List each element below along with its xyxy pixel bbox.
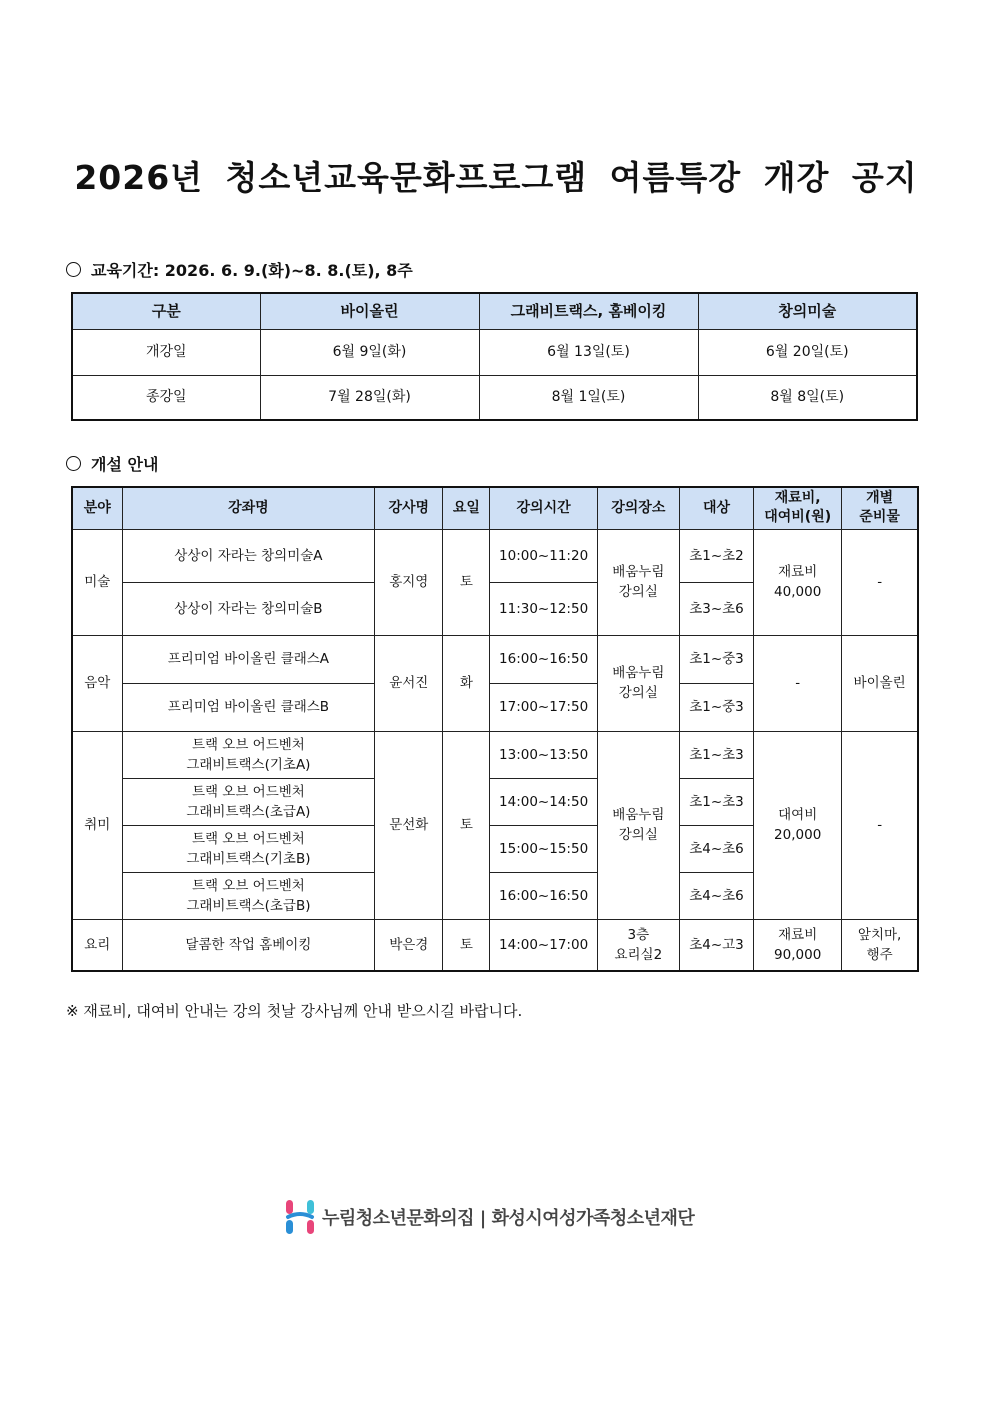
place-cell: 배움누림 강의실 xyxy=(597,635,679,731)
schedule-table xyxy=(71,292,918,421)
table-row xyxy=(72,919,918,971)
time-cell: 17:00~17:50 xyxy=(490,683,597,731)
time-cell: 16:00~16:50 xyxy=(490,635,597,683)
fee-cell: 대여비 20,000 xyxy=(754,731,842,919)
target-cell: 초1~중3 xyxy=(679,635,753,683)
fee-cell: 재료비 90,000 xyxy=(754,919,842,971)
day-cell: 화 xyxy=(443,635,490,731)
field-cell: 요리 xyxy=(72,919,122,971)
table-cell: 6월 20일(토) xyxy=(698,329,917,375)
time-cell: 15:00~15:50 xyxy=(490,825,597,872)
prep-cell: 바이올린 xyxy=(842,635,918,731)
day-cell: 토 xyxy=(443,731,490,919)
notice-text: ※ 재료비, 대여비 안내는 강의 첫날 강사님께 안내 받으시길 바랍니다. xyxy=(66,1002,523,1020)
footer-logo xyxy=(284,1198,694,1236)
time-cell: 14:00~17:00 xyxy=(490,919,597,971)
place-cell: 배움누림 강의실 xyxy=(597,731,679,919)
field-cell: 취미 xyxy=(72,731,122,919)
day-cell: 토 xyxy=(443,529,490,635)
table-cell: 종강일 xyxy=(72,375,260,420)
circle-bullet-icon xyxy=(66,262,81,277)
prep-cell: 앞치마, 행주 xyxy=(842,919,918,971)
table-cell: 개강일 xyxy=(72,329,260,375)
table-cell: 6월 13일(토) xyxy=(479,329,698,375)
header-course: 강좌명 xyxy=(122,487,375,529)
teacher-cell: 박은경 xyxy=(375,919,443,971)
course-name: 상상이 자라는 창의미술B xyxy=(122,582,375,635)
target-cell: 초1~초2 xyxy=(679,529,753,582)
section-courses xyxy=(66,452,158,475)
header-day: 요일 xyxy=(443,487,490,529)
time-cell: 16:00~16:50 xyxy=(490,872,597,919)
table-row xyxy=(72,329,917,375)
table-cell: 8월 1일(토) xyxy=(479,375,698,420)
table-row xyxy=(72,529,918,582)
circle-bullet-icon xyxy=(66,456,81,471)
course-name: 달콤한 작업 홈베이킹 xyxy=(122,919,375,971)
field-cell: 미술 xyxy=(72,529,122,635)
header-target: 대상 xyxy=(679,487,753,529)
schedule-header: 구분 xyxy=(72,293,260,329)
header-time: 강의시간 xyxy=(490,487,597,529)
course-name: 상상이 자라는 창의미술A xyxy=(122,529,375,582)
place-cell: 3층 요리실2 xyxy=(597,919,679,971)
fee-cell: - xyxy=(754,635,842,731)
header-fee: 재료비, 대여비(원) xyxy=(754,487,842,529)
teacher-cell: 문선화 xyxy=(375,731,443,919)
table-row xyxy=(72,375,917,420)
time-cell: 14:00~14:50 xyxy=(490,778,597,825)
schedule-header: 창의미술 xyxy=(698,293,917,329)
course-name: 트랙 오브 어드벤처 그래비트랙스(초급A) xyxy=(122,778,375,825)
course-name: 프리미엄 바이올린 클래스A xyxy=(122,635,375,683)
header-prep: 개별 준비물 xyxy=(842,487,918,529)
time-cell: 11:30~12:50 xyxy=(490,582,597,635)
target-cell: 초1~중3 xyxy=(679,683,753,731)
target-cell: 초3~초6 xyxy=(679,582,753,635)
courses-header-row xyxy=(72,487,918,529)
schedule-header: 바이올린 xyxy=(260,293,479,329)
schedule-header-row xyxy=(72,293,917,329)
place-cell: 배움누림 강의실 xyxy=(597,529,679,635)
page-title: 2026년 청소년교육문화프로그램 여름특강 개강 공지 xyxy=(74,158,918,197)
target-cell: 초4~초6 xyxy=(679,872,753,919)
table-row xyxy=(72,635,918,683)
section-title: 개설 안내 xyxy=(91,455,159,474)
header-field: 분야 xyxy=(72,487,122,529)
foundation-logo-icon xyxy=(284,1198,316,1236)
period-text: 교육기간: 2026. 6. 9.(화)~8. 8.(토), 8주 xyxy=(91,261,413,280)
day-cell: 토 xyxy=(443,919,490,971)
time-cell: 10:00~11:20 xyxy=(490,529,597,582)
table-cell: 8월 8일(토) xyxy=(698,375,917,420)
target-cell: 초4~초6 xyxy=(679,825,753,872)
table-row xyxy=(72,731,918,778)
schedule-header: 그래비트랙스, 홈베이킹 xyxy=(479,293,698,329)
header-place: 강의장소 xyxy=(597,487,679,529)
course-name: 트랙 오브 어드벤처 그래비트랙스(기초B) xyxy=(122,825,375,872)
section-period xyxy=(66,258,413,281)
footer-text: 누림청소년문화의집 | 화성시여성가족청소년재단 xyxy=(322,1208,695,1229)
target-cell: 초4~고3 xyxy=(679,919,753,971)
time-cell: 13:00~13:50 xyxy=(490,731,597,778)
teacher-cell: 윤서진 xyxy=(375,635,443,731)
field-cell: 음악 xyxy=(72,635,122,731)
fee-cell: 재료비 40,000 xyxy=(754,529,842,635)
prep-cell: - xyxy=(842,529,918,635)
course-name: 트랙 오브 어드벤처 그래비트랙스(기초A) xyxy=(122,731,375,778)
target-cell: 초1~초3 xyxy=(679,731,753,778)
table-cell: 6월 9일(화) xyxy=(260,329,479,375)
courses-table xyxy=(71,486,919,972)
course-name: 프리미엄 바이올린 클래스B xyxy=(122,683,375,731)
course-name: 트랙 오브 어드벤처 그래비트랙스(초급B) xyxy=(122,872,375,919)
header-teacher: 강사명 xyxy=(375,487,443,529)
teacher-cell: 홍지영 xyxy=(375,529,443,635)
prep-cell: - xyxy=(842,731,918,919)
table-cell: 7월 28일(화) xyxy=(260,375,479,420)
target-cell: 초1~초3 xyxy=(679,778,753,825)
